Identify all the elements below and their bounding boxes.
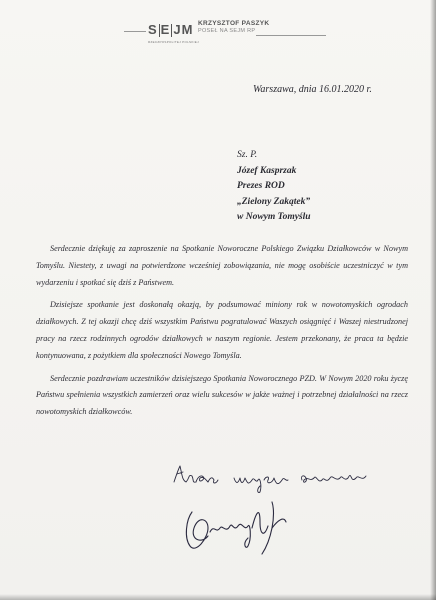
letterhead-rule-left bbox=[124, 31, 146, 32]
logo-bar bbox=[159, 24, 160, 37]
letterhead bbox=[148, 18, 288, 58]
handwritten-closing-image bbox=[168, 456, 378, 496]
page-edge-shadow bbox=[430, 0, 436, 600]
sejm-logo bbox=[148, 22, 193, 37]
logo-letter-s: S bbox=[148, 22, 158, 37]
addressee-block bbox=[237, 148, 311, 226]
body-paragraph-3: Serdecznie pozdrawiam uczestników dzisiejszego Spotkania Noworocznego PZD. W Nowym 2020 roku życzę Państwu spełnienia wszystkich zamierzeń oraz wielu sukcesów w jakże ważnej i potrzebnej działalności na rzecz nowotomyskich działkowców. bbox=[36, 373, 408, 417]
sender-name: KRZYSZTOF PASZYK bbox=[198, 20, 270, 27]
handwritten-closing bbox=[168, 456, 378, 496]
handwritten-signature-image bbox=[168, 498, 378, 556]
letter-date: Warszawa, dnia 16.01.2020 r. bbox=[253, 84, 372, 95]
logo-letter-jm: JM bbox=[173, 22, 194, 37]
addressee-name: Józef Kasprzak bbox=[237, 165, 297, 176]
sender-role: POSEŁ NA SEJM RP bbox=[198, 28, 256, 34]
letterhead-rule-right bbox=[256, 35, 326, 36]
letter-body bbox=[36, 241, 408, 421]
body-paragraph-2: Dzisiejsze spotkanie jest doskonałą okazją, by podsumować miniony rok w nowotomyskich ogrodach działkowych. Z tej okazji chcę dziś wszystkim Państwu pogratulować Waszych osiągnięć i Waszej niestrudzonej pracy na rzecz rodzinnych ogrodów działkowych w naszym regionie. Jestem przekonany, że praca ta będzie kontynuowana, z pożytkiem dla społeczności Nowego Tomyśla. bbox=[36, 300, 408, 360]
addressee-salutation: Sz. P. bbox=[237, 150, 258, 160]
addressee-organization: „Zielony Zakątek” bbox=[237, 196, 311, 207]
logo-subtitle: RZECZPOSPOLITEJ POLSKIEJ bbox=[148, 40, 199, 44]
page-bottom-shadow bbox=[0, 594, 436, 600]
handwritten-signature bbox=[168, 498, 378, 556]
logo-letter-e: E bbox=[160, 22, 171, 37]
signature-block bbox=[168, 456, 378, 556]
addressee-location: w Nowym Tomyślu bbox=[237, 212, 311, 222]
addressee-title: Prezes ROD bbox=[237, 181, 285, 191]
body-paragraph-1: Serdecznie dziękuję za zaproszenie na Spotkanie Noworoczne Polskiego Związku Działkowców w Nowym Tomyślu. Niestety, z uwagi na potwierdzone wcześniej zobowiązania, nie mogę osobiście uczestniczyć w tym wydarzeniu i spotkać się dziś z Państwem. bbox=[36, 244, 408, 287]
